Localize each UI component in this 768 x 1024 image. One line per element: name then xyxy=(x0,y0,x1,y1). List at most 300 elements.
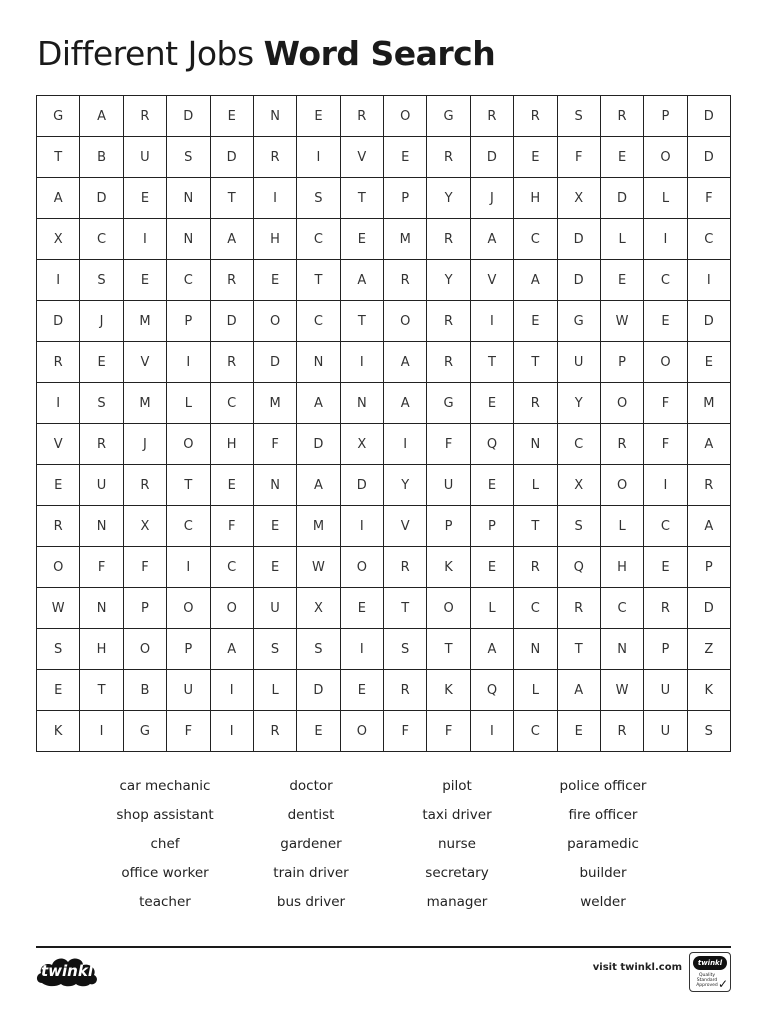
grid-cell: O xyxy=(600,465,643,506)
grid-cell: E xyxy=(123,260,166,301)
grid-cell: S xyxy=(167,137,210,178)
grid-cell: N xyxy=(167,178,210,219)
grid-row xyxy=(37,506,731,547)
grid-cell: X xyxy=(557,465,600,506)
grid-cell: R xyxy=(340,96,383,137)
grid-cell: E xyxy=(644,301,687,342)
grid-cell: N xyxy=(167,219,210,260)
grid-cell: F xyxy=(80,547,123,588)
grid-cell: D xyxy=(210,301,253,342)
word-item: pilot xyxy=(442,778,472,794)
grid-cell: R xyxy=(687,465,730,506)
grid-cell: I xyxy=(80,711,123,752)
grid-cell: P xyxy=(644,629,687,670)
grid-cell: M xyxy=(253,383,296,424)
grid-cell: Y xyxy=(427,260,470,301)
grid-cell: N xyxy=(80,588,123,629)
grid-cell: E xyxy=(687,342,730,383)
grid-cell: R xyxy=(514,547,557,588)
grid-cell: R xyxy=(253,711,296,752)
grid-cell: R xyxy=(253,137,296,178)
grid-cell: T xyxy=(37,137,80,178)
grid-cell: G xyxy=(427,383,470,424)
grid-cell: C xyxy=(210,383,253,424)
grid-cell: J xyxy=(470,178,513,219)
grid-cell: F xyxy=(557,137,600,178)
grid-cell: I xyxy=(644,219,687,260)
grid-cell: I xyxy=(253,178,296,219)
grid-cell: W xyxy=(600,301,643,342)
grid-cell: A xyxy=(514,260,557,301)
grid-cell: C xyxy=(514,588,557,629)
grid-cell: E xyxy=(37,670,80,711)
grid-row xyxy=(37,465,731,506)
grid-cell: M xyxy=(123,301,166,342)
word-item: secretary xyxy=(425,864,489,881)
grid-cell: D xyxy=(297,670,340,711)
grid-cell: R xyxy=(557,588,600,629)
grid-cell: K xyxy=(427,547,470,588)
grid-cell: I xyxy=(210,670,253,711)
grid-cell: T xyxy=(297,260,340,301)
grid-cell: L xyxy=(470,588,513,629)
grid-cell: L xyxy=(514,465,557,506)
grid-cell: G xyxy=(427,96,470,137)
grid-cell: T xyxy=(340,178,383,219)
grid-cell: R xyxy=(427,301,470,342)
footer-divider xyxy=(36,946,731,948)
grid-cell: T xyxy=(167,465,210,506)
word-item: manager xyxy=(426,893,488,910)
grid-cell: O xyxy=(384,301,427,342)
page-title xyxy=(37,34,495,73)
grid-row xyxy=(37,670,731,711)
grid-cell: E xyxy=(210,96,253,137)
grid-cell: A xyxy=(557,670,600,711)
grid-cell: E xyxy=(297,96,340,137)
grid-cell: T xyxy=(427,629,470,670)
grid-cell: D xyxy=(687,588,730,629)
grid-cell: M xyxy=(687,383,730,424)
grid-cell: P xyxy=(600,342,643,383)
grid-cell: D xyxy=(687,137,730,178)
word-list xyxy=(92,777,676,912)
word-item: nurse xyxy=(437,835,476,852)
grid-cell: S xyxy=(384,629,427,670)
grid-row xyxy=(37,137,731,178)
grid-cell: N xyxy=(514,629,557,670)
grid-row xyxy=(37,711,731,752)
grid-cell: F xyxy=(384,711,427,752)
word-item: welder xyxy=(580,893,626,910)
grid-cell: R xyxy=(427,137,470,178)
grid-cell: C xyxy=(297,301,340,342)
word-item: teacher xyxy=(139,893,191,910)
grid-cell: I xyxy=(167,342,210,383)
visit-link-text: visit twinkl.com xyxy=(592,962,682,973)
grid-cell: U xyxy=(167,670,210,711)
grid-cell: I xyxy=(167,547,210,588)
grid-cell: D xyxy=(687,96,730,137)
grid-cell: I xyxy=(470,301,513,342)
grid-cell: X xyxy=(37,219,80,260)
grid-cell: U xyxy=(644,670,687,711)
grid-cell: Y xyxy=(427,178,470,219)
grid-cell: K xyxy=(37,711,80,752)
grid-cell: A xyxy=(210,219,253,260)
grid-cell: E xyxy=(210,465,253,506)
grid-row xyxy=(37,342,731,383)
word-item: dentist xyxy=(287,806,335,823)
grid-cell: R xyxy=(514,383,557,424)
word-item: police officer xyxy=(559,778,647,794)
grid-row xyxy=(37,588,731,629)
grid-cell: P xyxy=(123,588,166,629)
grid-cell: S xyxy=(687,711,730,752)
grid-cell: F xyxy=(427,711,470,752)
word-item: fire officer xyxy=(568,806,638,823)
grid-cell: O xyxy=(210,588,253,629)
grid-cell: N xyxy=(514,424,557,465)
grid-cell: I xyxy=(297,137,340,178)
grid-cell: C xyxy=(687,219,730,260)
grid-cell: C xyxy=(644,506,687,547)
grid-cell: F xyxy=(167,711,210,752)
grid-cell: I xyxy=(123,219,166,260)
grid-cell: O xyxy=(37,547,80,588)
title-emphasis: Word Search xyxy=(263,34,496,73)
grid-cell: R xyxy=(427,219,470,260)
grid-cell: E xyxy=(340,588,383,629)
grid-cell: H xyxy=(514,178,557,219)
word-item: train driver xyxy=(273,864,349,881)
grid-cell: F xyxy=(644,383,687,424)
grid-cell: N xyxy=(253,465,296,506)
grid-cell: D xyxy=(80,178,123,219)
grid-cell: Z xyxy=(687,629,730,670)
grid-cell: R xyxy=(384,260,427,301)
grid-cell: O xyxy=(340,547,383,588)
grid-cell: J xyxy=(80,301,123,342)
grid-cell: F xyxy=(253,424,296,465)
grid-cell: N xyxy=(80,506,123,547)
grid-cell: A xyxy=(37,178,80,219)
grid-cell: G xyxy=(557,301,600,342)
grid-cell: W xyxy=(37,588,80,629)
grid-cell: C xyxy=(514,711,557,752)
grid-cell: O xyxy=(384,96,427,137)
grid-cell: D xyxy=(167,96,210,137)
grid-cell: E xyxy=(470,547,513,588)
grid-cell: A xyxy=(297,465,340,506)
word-item: chef xyxy=(150,835,180,852)
grid-cell: H xyxy=(80,629,123,670)
grid-cell: S xyxy=(253,629,296,670)
grid-cell: E xyxy=(514,137,557,178)
grid-cell: T xyxy=(80,670,123,711)
grid-cell: I xyxy=(340,342,383,383)
grid-cell: R xyxy=(600,424,643,465)
grid-cell: P xyxy=(167,301,210,342)
check-icon: ✓ xyxy=(717,977,728,991)
grid-cell: U xyxy=(644,711,687,752)
word-search-grid xyxy=(36,95,731,752)
grid-cell: D xyxy=(297,424,340,465)
grid-cell: Q xyxy=(557,547,600,588)
grid-cell: X xyxy=(297,588,340,629)
grid-row xyxy=(37,383,731,424)
grid-cell: R xyxy=(600,711,643,752)
grid-cell: N xyxy=(600,629,643,670)
grid-cell: W xyxy=(600,670,643,711)
grid-cell: E xyxy=(644,547,687,588)
grid-cell: H xyxy=(600,547,643,588)
grid-cell: U xyxy=(557,342,600,383)
grid-cell: I xyxy=(384,424,427,465)
grid-cell: V xyxy=(340,137,383,178)
grid-row xyxy=(37,178,731,219)
twinkl-logo xyxy=(34,953,100,989)
grid-cell: D xyxy=(340,465,383,506)
grid-cell: I xyxy=(340,506,383,547)
grid-row xyxy=(37,219,731,260)
grid-cell: A xyxy=(384,342,427,383)
grid-cell: R xyxy=(37,506,80,547)
grid-cell: C xyxy=(557,424,600,465)
grid-cell: K xyxy=(427,670,470,711)
grid-cell: V xyxy=(123,342,166,383)
grid-row xyxy=(37,301,731,342)
grid-cell: P xyxy=(167,629,210,670)
grid-cell: O xyxy=(123,629,166,670)
grid-cell: D xyxy=(253,342,296,383)
grid-cell: T xyxy=(340,301,383,342)
grid-cell: E xyxy=(297,711,340,752)
grid-cell: U xyxy=(80,465,123,506)
word-item: car mechanic xyxy=(119,778,211,794)
word-item: office worker xyxy=(121,864,209,881)
grid-cell: S xyxy=(80,260,123,301)
grid-cell: P xyxy=(384,178,427,219)
grid-row xyxy=(37,260,731,301)
grid-cell: D xyxy=(557,260,600,301)
grid-cell: R xyxy=(384,670,427,711)
word-item: doctor xyxy=(289,778,333,794)
grid-cell: N xyxy=(340,383,383,424)
grid-cell: I xyxy=(37,260,80,301)
grid-cell: A xyxy=(340,260,383,301)
grid-cell: E xyxy=(80,342,123,383)
grid-cell: A xyxy=(210,629,253,670)
grid-cell: L xyxy=(167,383,210,424)
grid-cell: D xyxy=(470,137,513,178)
grid-cell: T xyxy=(514,506,557,547)
grid-cell: E xyxy=(384,137,427,178)
grid-cell: C xyxy=(210,547,253,588)
grid-cell: I xyxy=(340,629,383,670)
grid-cell: Q xyxy=(470,424,513,465)
badge-logo: twinkl xyxy=(693,956,727,970)
grid-cell: E xyxy=(37,465,80,506)
grid-cell: V xyxy=(470,260,513,301)
grid-cell: T xyxy=(384,588,427,629)
grid-cell: E xyxy=(470,383,513,424)
grid-cell: O xyxy=(253,301,296,342)
grid-cell: D xyxy=(687,301,730,342)
grid-cell: F xyxy=(427,424,470,465)
grid-cell: P xyxy=(687,547,730,588)
grid-cell: O xyxy=(600,383,643,424)
grid-cell: V xyxy=(384,506,427,547)
grid-cell: C xyxy=(80,219,123,260)
grid-cell: E xyxy=(253,506,296,547)
grid-cell: S xyxy=(37,629,80,670)
grid-cell: M xyxy=(297,506,340,547)
grid-cell: M xyxy=(384,219,427,260)
grid-cell: E xyxy=(514,301,557,342)
word-item: taxi driver xyxy=(422,806,492,823)
grid-cell: R xyxy=(514,96,557,137)
grid-cell: B xyxy=(123,670,166,711)
grid-cell: W xyxy=(297,547,340,588)
grid-cell: K xyxy=(687,670,730,711)
grid-cell: T xyxy=(557,629,600,670)
grid-cell: L xyxy=(253,670,296,711)
grid-cell: D xyxy=(210,137,253,178)
grid-cell: C xyxy=(600,588,643,629)
grid-cell: H xyxy=(253,219,296,260)
grid-row xyxy=(37,629,731,670)
grid-cell: D xyxy=(557,219,600,260)
grid-cell: R xyxy=(37,342,80,383)
grid-cell: Q xyxy=(470,670,513,711)
grid-cell: I xyxy=(687,260,730,301)
grid-cell: B xyxy=(80,137,123,178)
grid-cell: Y xyxy=(557,383,600,424)
grid-cell: R xyxy=(644,588,687,629)
grid-cell: R xyxy=(427,342,470,383)
grid-cell: C xyxy=(644,260,687,301)
grid-cell: U xyxy=(427,465,470,506)
grid-cell: X xyxy=(123,506,166,547)
grid-cell: T xyxy=(470,342,513,383)
grid-cell: E xyxy=(600,260,643,301)
grid-cell: C xyxy=(167,506,210,547)
grid-cell: R xyxy=(384,547,427,588)
grid-cell: E xyxy=(340,219,383,260)
grid-cell: E xyxy=(600,137,643,178)
grid-cell: T xyxy=(514,342,557,383)
grid-cell: C xyxy=(297,219,340,260)
grid-cell: R xyxy=(123,465,166,506)
grid-cell: O xyxy=(644,137,687,178)
grid-cell: E xyxy=(253,547,296,588)
grid-cell: O xyxy=(340,711,383,752)
grid-cell: X xyxy=(340,424,383,465)
grid-cell: P xyxy=(427,506,470,547)
grid-cell: E xyxy=(557,711,600,752)
grid-cell: N xyxy=(253,96,296,137)
grid-cell: P xyxy=(470,506,513,547)
grid-cell: A xyxy=(470,629,513,670)
grid-cell: G xyxy=(37,96,80,137)
grid-cell: S xyxy=(80,383,123,424)
grid-cell: A xyxy=(297,383,340,424)
grid-cell: C xyxy=(167,260,210,301)
grid-cell: L xyxy=(600,219,643,260)
word-item: builder xyxy=(579,864,627,881)
grid-cell: G xyxy=(123,711,166,752)
grid-cell: I xyxy=(37,383,80,424)
grid-cell: L xyxy=(644,178,687,219)
grid-cell: D xyxy=(600,178,643,219)
grid-cell: O xyxy=(427,588,470,629)
grid-cell: E xyxy=(253,260,296,301)
grid-cell: I xyxy=(644,465,687,506)
grid-cell: H xyxy=(210,424,253,465)
grid-cell: R xyxy=(123,96,166,137)
grid-cell: E xyxy=(470,465,513,506)
grid-cell: A xyxy=(384,383,427,424)
grid-cell: F xyxy=(644,424,687,465)
grid-cell: R xyxy=(210,342,253,383)
grid-cell: R xyxy=(80,424,123,465)
grid-cell: J xyxy=(123,424,166,465)
grid-row xyxy=(37,547,731,588)
grid-cell: I xyxy=(210,711,253,752)
grid-cell: S xyxy=(557,96,600,137)
grid-cell: S xyxy=(297,629,340,670)
grid-cell: S xyxy=(297,178,340,219)
grid-cell: F xyxy=(687,178,730,219)
grid-cell: A xyxy=(470,219,513,260)
grid-cell: S xyxy=(557,506,600,547)
word-item: gardener xyxy=(280,835,342,852)
title-prefix: Different Jobs xyxy=(37,34,264,73)
grid-cell: R xyxy=(210,260,253,301)
word-item: shop assistant xyxy=(116,806,214,823)
grid-cell: A xyxy=(687,506,730,547)
grid-cell: V xyxy=(37,424,80,465)
logo-wordmark: twinkl xyxy=(41,962,93,980)
grid-row xyxy=(37,424,731,465)
grid-row xyxy=(37,96,731,137)
quality-badge xyxy=(689,952,731,992)
grid-cell: M xyxy=(123,383,166,424)
grid-cell: X xyxy=(557,178,600,219)
grid-cell: P xyxy=(644,96,687,137)
grid-cell: T xyxy=(210,178,253,219)
grid-cell: A xyxy=(687,424,730,465)
grid-cell: L xyxy=(600,506,643,547)
grid-cell: F xyxy=(123,547,166,588)
grid-cell: A xyxy=(80,96,123,137)
grid-cell: U xyxy=(253,588,296,629)
grid-cell: O xyxy=(167,424,210,465)
grid-cell: R xyxy=(600,96,643,137)
word-item: paramedic xyxy=(567,835,639,852)
grid-cell: O xyxy=(167,588,210,629)
grid-cell: E xyxy=(340,670,383,711)
grid-cell: C xyxy=(514,219,557,260)
grid-cell: D xyxy=(37,301,80,342)
grid-cell: E xyxy=(123,178,166,219)
grid-cell: I xyxy=(470,711,513,752)
grid-cell: U xyxy=(123,137,166,178)
badge-label: Quality Standard Approved xyxy=(696,973,718,988)
grid-cell: N xyxy=(297,342,340,383)
grid-cell: R xyxy=(470,96,513,137)
